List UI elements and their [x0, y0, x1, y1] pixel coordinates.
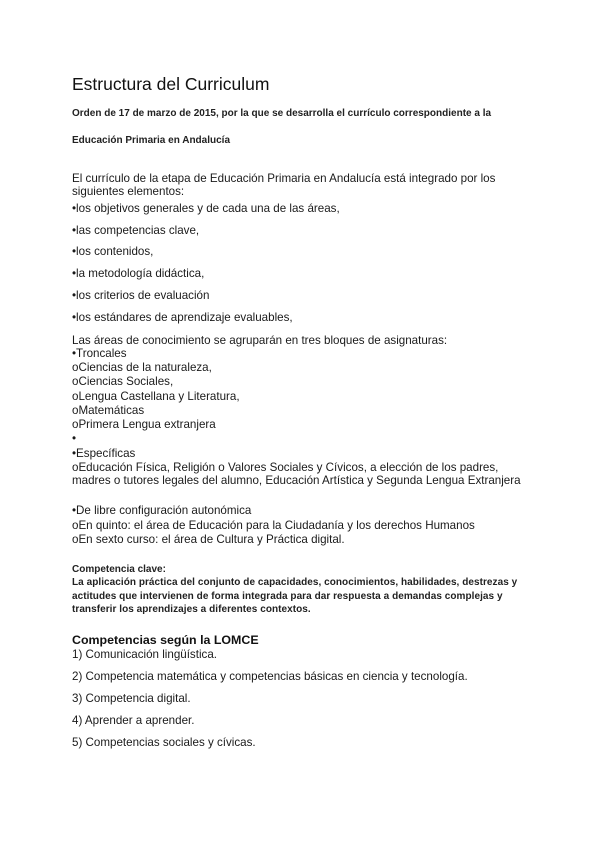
- element-item: •los objetivos generales y de cada una de las áreas,: [72, 202, 340, 215]
- troncal-item: oCiencias de la naturaleza,: [72, 361, 212, 374]
- element-item: •los criterios de evaluación: [72, 289, 210, 302]
- lomce-item: 5) Competencias sociales y cívicas.: [72, 736, 256, 749]
- troncales-label: •Troncales: [72, 347, 127, 360]
- element-item: •los contenidos,: [72, 245, 154, 258]
- page-title: Estructura del Curriculum: [72, 74, 270, 94]
- libre-label: •De libre configuración autonómica: [72, 504, 252, 517]
- troncal-item: oLengua Castellana y Literatura,: [72, 390, 240, 403]
- competencia-clave-text: La aplicación práctica del conjunto de capacidades, conocimientos, habilidades, destrezas y actitudes que intervienen de forma integrada para dar respuesta a demandas complejas y transferir los aprendizajes a diferentes contextos.: [72, 577, 518, 615]
- lomce-heading: Competencias según la LOMCE: [72, 633, 259, 647]
- troncal-item: oCiencias Sociales,: [72, 375, 174, 388]
- subtitle-line-1: Orden de 17 de marzo de 2015, por la que se desarrolla el currículo correspondiente a la: [72, 108, 492, 119]
- lomce-item: 1) Comunicación lingüística.: [72, 648, 217, 661]
- intro-paragraph: El currículo de la etapa de Educación Primaria en Andalucía está integrado por los siguientes elementos:: [72, 172, 496, 199]
- areas-intro: Las áreas de conocimiento se agruparán en tres bloques de asignaturas:: [72, 334, 448, 347]
- libre-item: oEn sexto curso: el área de Cultura y Práctica digital.: [72, 533, 345, 546]
- lomce-item: 2) Competencia matemática y competencias básicas en ciencia y tecnología.: [72, 670, 468, 683]
- element-item: •los estándares de aprendizaje evaluables,: [72, 311, 293, 324]
- element-item: •la metodología didáctica,: [72, 267, 205, 280]
- subtitle-line-2: Educación Primaria en Andalucía: [72, 135, 231, 146]
- lomce-item: 4) Aprender a aprender.: [72, 714, 195, 727]
- especificas-item: oEducación Física, Religión o Valores Sociales y Cívicos, a elección de los padres, madres o tutores legales del alumno, Educación Artística y Segunda Lengua Extranjera: [72, 461, 521, 488]
- libre-item: oEn quinto: el área de Educación para la Ciudadanía y los derechos Humanos: [72, 519, 475, 532]
- empty-bullet: •: [72, 432, 77, 445]
- especificas-label: •Específicas: [72, 447, 136, 460]
- competencia-clave-label: Competencia clave:: [72, 564, 166, 575]
- lomce-item: 3) Competencia digital.: [72, 692, 191, 705]
- element-item: •las competencias clave,: [72, 224, 200, 237]
- troncal-item: oMatemáticas: [72, 404, 145, 417]
- troncal-item: oPrimera Lengua extranjera: [72, 418, 216, 431]
